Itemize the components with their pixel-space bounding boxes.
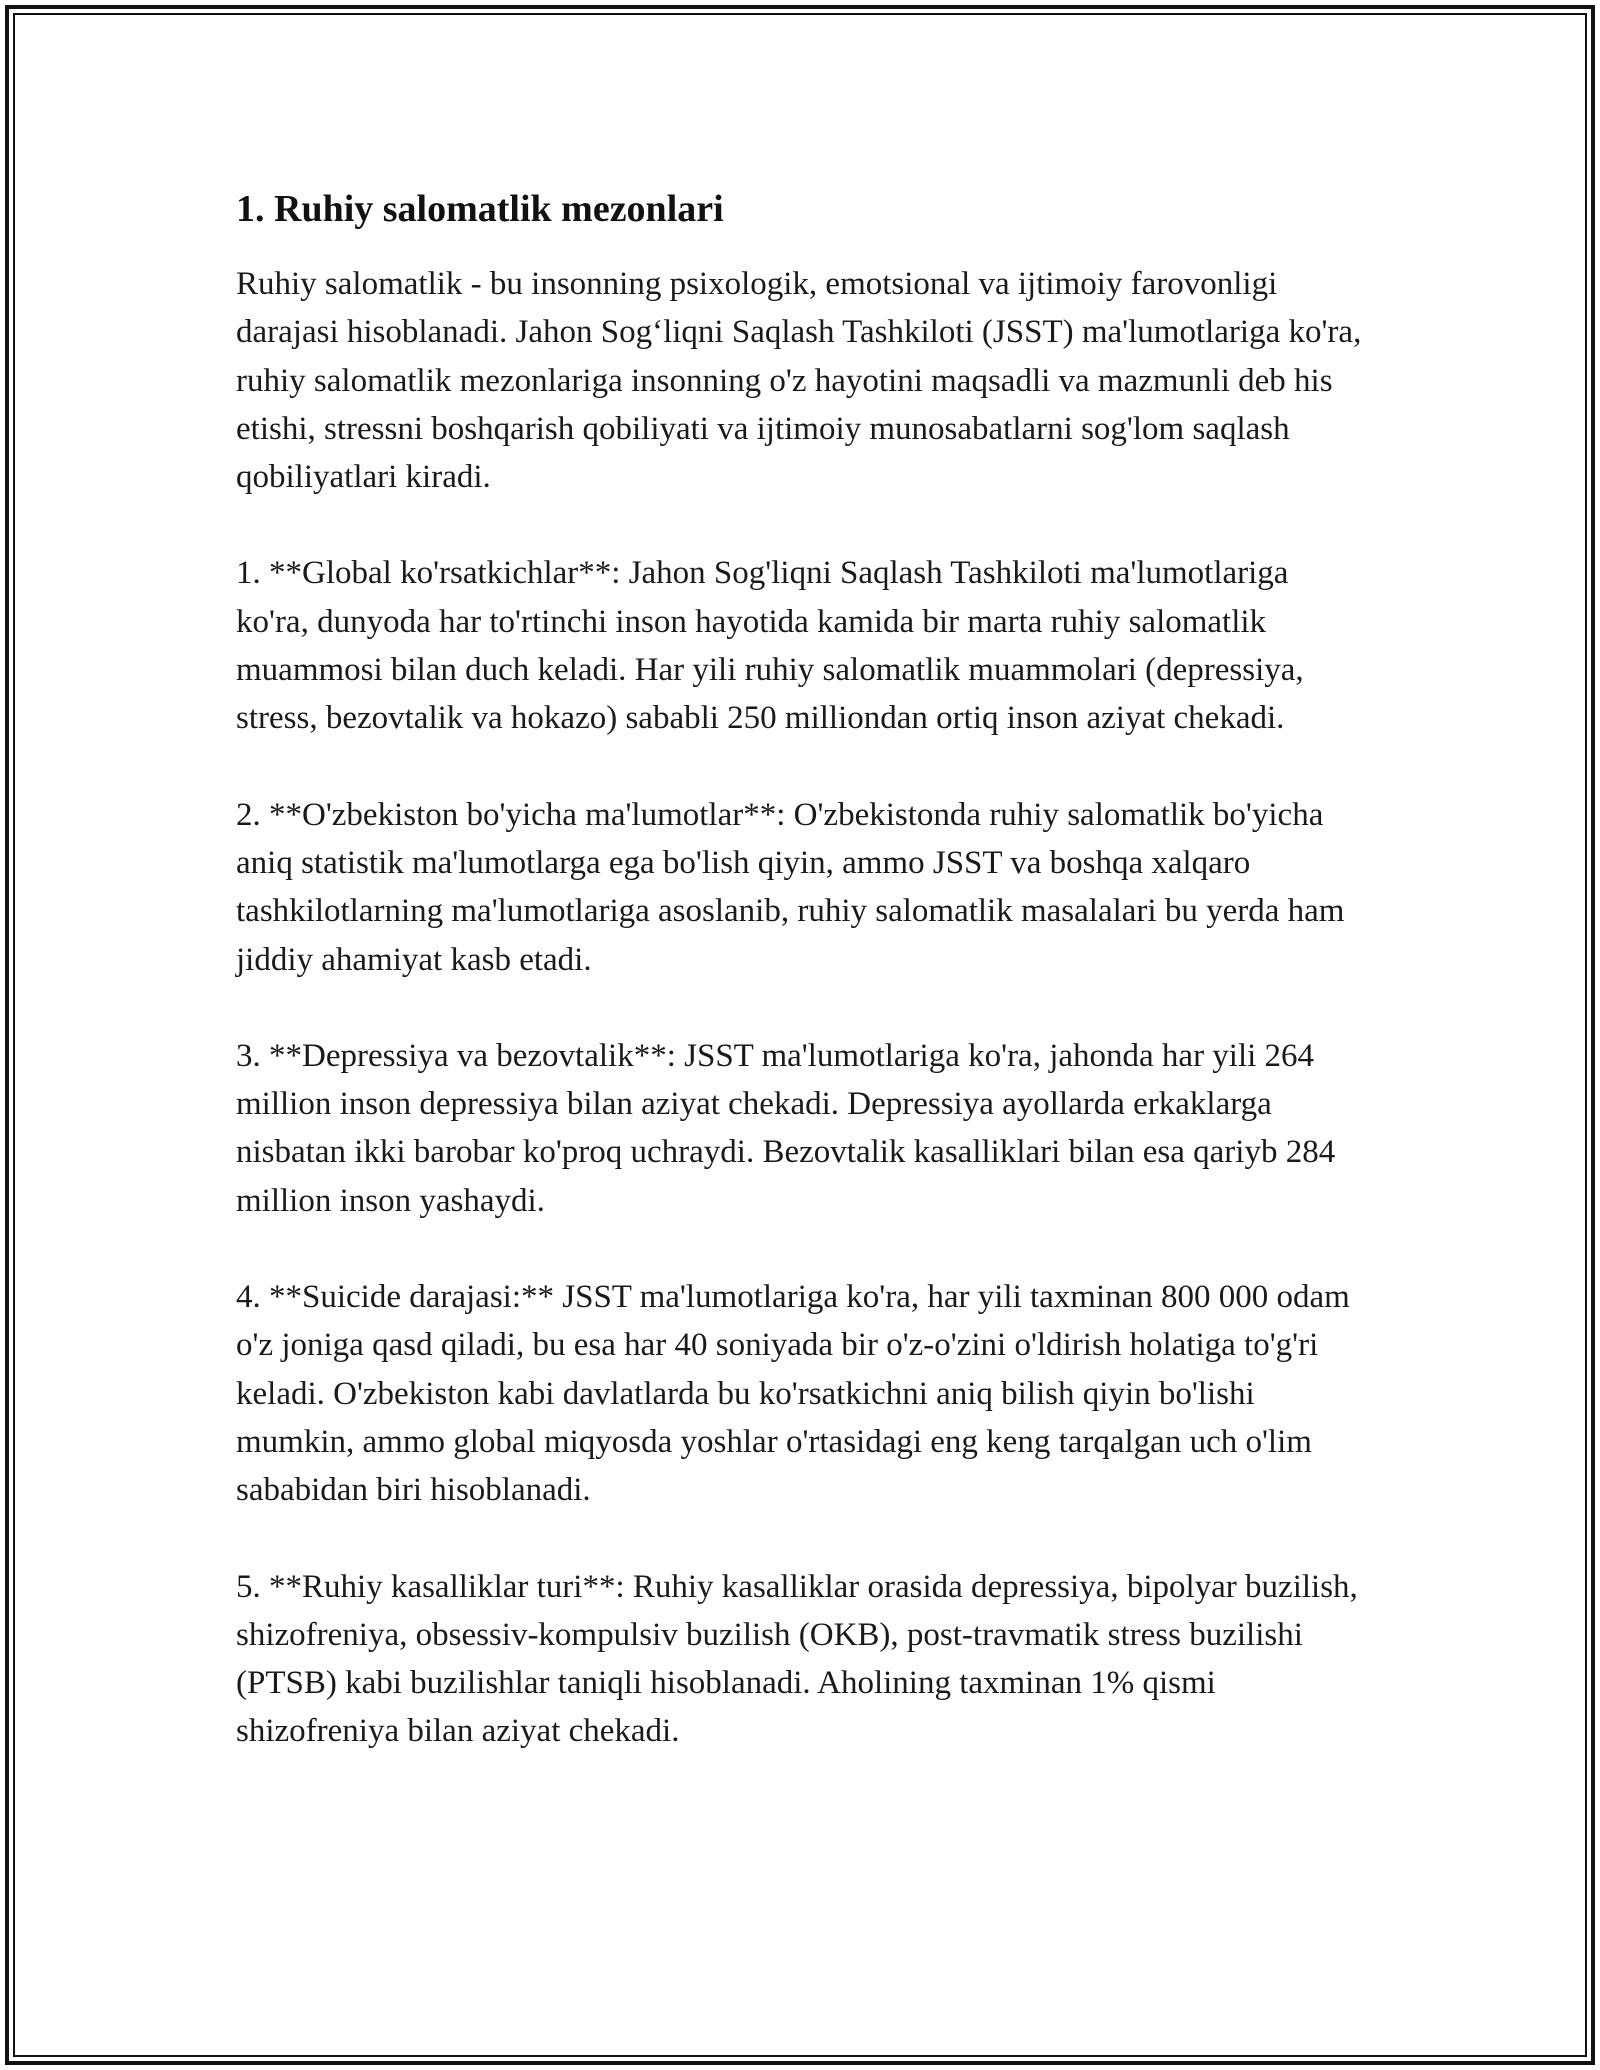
list-item: 1. **Global ko'rsatkichlar**: Jahon Sog'liqni Saqlash Tashkiloti ma'lumotlariga ko'ra, dunyoda har to'rtinchi inson hayotida kamida bir marta ruhiy salomatlik muammosi bilan duch keladi. Har yili ruhiy salomatlik muammolari (depressiya, stress, bezovtalik va hokazo) sababli 250 milliondan ortiq inson aziyat chekadi. (236, 555, 1304, 737)
list-item: 5. **Ruhiy kasalliklar turi**: Ruhiy kasalliklar orasida depressiya, bipolyar buzilish, shizofreniya, obsessiv-kompulsiv buzilish (OKB), post-travmatik stress buzilishi (PTSB) kabi buzilishlar taniqli hisoblanadi. Aholining taxminan 1% qismi shizofreniya bilan aziyat chekadi. (236, 1568, 1358, 1750)
list-item: 3. **Depressiya va bezovtalik**: JSST ma'lumotlariga ko'ra, jahonda har yili 264 million inson depressiya bilan aziyat chekadi. Depressiya ayollarda erkaklarga nisbatan ikki barobar ko'proq uchraydi. Bezovtalik kasalliklari bilan esa qariyb 284 million inson yashaydi. (236, 1037, 1336, 1219)
document-title: 1. Ruhiy salomatlik mezonlari (236, 188, 724, 230)
list-item: 4. **Suicide darajasi:** JSST ma'lumotlariga ko'ra, har yili taxminan 800 000 odam o'z joniga qasd qiladi, bu esa har 40 soniyada bir o'z-o'zini o'ldirish holatiga to'g'ri keladi. O'zbekiston kabi davlatlarda bu ko'rsatkichni aniq bilish qiyin bo'lishi mumkin, ammo global miqyosda yoshlar o'rtasidagi eng keng tarqalgan uch o'lim sababidan biri hisoblanadi. (236, 1279, 1350, 1509)
document-body (236, 186, 1366, 1756)
list-item: 2. **O'zbekiston bo'yicha ma'lumotlar**: O'zbekistonda ruhiy salomatlik bo'yicha aniq statistik ma'lumotlarga ega bo'lish qiyin, ammo JSST va boshqa xalqaro tashkilotlarning ma'lumotlariga asoslanib, ruhiy salomatlik masalalari bu yerda ham jiddiy ahamiyat kasb etadi. (236, 796, 1345, 978)
intro-paragraph: Ruhiy salomatlik - bu insonning psixologik, emotsional va ijtimoiy farovonligi darajasi hisoblanadi. Jahon Sog‘liqni Saqlash Tashkiloti (JSST) ma'lumotlariga ko'ra, ruhiy salomatlik mezonlariga insonning o'z hayotini maqsadli va mazmunli deb his etishi, stressni boshqarish qobiliyati va ijtimoiy munosabatlarni sog'lom saqlash qobiliyatlari kiradi. (236, 266, 1362, 496)
